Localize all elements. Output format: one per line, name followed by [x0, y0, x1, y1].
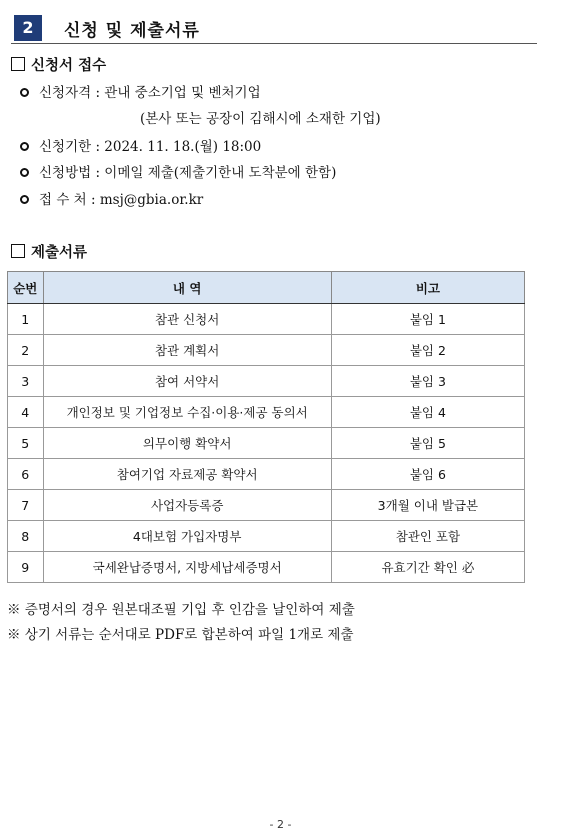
table-row — [8, 335, 525, 366]
circle-bullet-icon — [20, 195, 29, 204]
checkbox-square-icon — [11, 244, 25, 258]
row-no: 7 — [8, 490, 44, 521]
row-item: 사업자등록증 — [43, 490, 331, 521]
application-heading — [11, 54, 106, 75]
circle-bullet-icon — [20, 142, 29, 151]
row-note: 3개월 이내 발급본 — [331, 490, 524, 521]
row-item: 4대보험 가입자명부 — [43, 521, 331, 552]
row-item: 의무이행 확약서 — [43, 428, 331, 459]
row-item: 참여기업 자료제공 확약서 — [43, 459, 331, 490]
row-no: 6 — [8, 459, 44, 490]
circle-bullet-icon — [20, 88, 29, 97]
note-certificate: ※ 증명서의 경우 원본대조필 기입 후 인감을 날인하여 제출 — [7, 602, 355, 618]
application-item-qualification — [20, 81, 261, 101]
row-item: 참여 서약서 — [43, 366, 331, 397]
row-note: 붙임 2 — [331, 335, 524, 366]
section-number-badge: 2 — [14, 15, 42, 41]
page-number: - 2 - — [269, 818, 292, 831]
table-row — [8, 552, 525, 583]
row-no: 5 — [8, 428, 44, 459]
application-item-text: 신청자격 : 관내 중소기업 및 벤처기업 — [39, 85, 261, 101]
row-no: 8 — [8, 521, 44, 552]
column-header-note: 비고 — [331, 272, 524, 304]
application-item-contact — [20, 188, 203, 208]
note-merge-pdf: ※ 상기 서류는 순서대로 PDF로 합본하여 파일 1개로 제출 — [7, 627, 354, 643]
table-row — [8, 304, 525, 335]
column-header-no: 순번 — [8, 272, 44, 304]
application-item-text: 신청방법 : 이메일 제출(제출기한내 도착분에 한함) — [39, 165, 337, 181]
section-title: 신청 및 제출서류 — [64, 21, 200, 41]
row-item: 국세완납증명서, 지방세납세증명서 — [43, 552, 331, 583]
row-item: 참관 신청서 — [43, 304, 331, 335]
table-header-row — [8, 272, 525, 304]
row-note: 유효기간 확인 必 — [331, 552, 524, 583]
application-item-method — [20, 161, 336, 181]
row-note: 붙임 4 — [331, 397, 524, 428]
qualification-note: (본사 또는 공장이 김해시에 소재한 기업) — [140, 111, 381, 127]
table-row — [8, 366, 525, 397]
documents-heading-label: 제출서류 — [31, 245, 88, 261]
row-no: 1 — [8, 304, 44, 335]
table-row — [8, 490, 525, 521]
row-note: 참관인 포함 — [331, 521, 524, 552]
table-row — [8, 521, 525, 552]
row-item: 참관 계획서 — [43, 335, 331, 366]
circle-bullet-icon — [20, 168, 29, 177]
application-item-text: 신청기한 : 2024. 11. 18.(월) 18:00 — [39, 139, 262, 155]
row-no: 9 — [8, 552, 44, 583]
row-no: 4 — [8, 397, 44, 428]
documents-heading — [11, 241, 87, 262]
row-item: 개인정보 및 기업정보 수집·이용·제공 동의서 — [43, 397, 331, 428]
application-heading-label: 신청서 접수 — [31, 58, 107, 74]
section-divider — [11, 43, 537, 44]
table-row — [8, 428, 525, 459]
documents-table — [7, 271, 525, 583]
application-item-deadline — [20, 135, 261, 155]
row-note: 붙임 6 — [331, 459, 524, 490]
checkbox-square-icon — [11, 57, 25, 71]
table-row — [8, 459, 525, 490]
section-header — [11, 13, 537, 45]
row-no: 3 — [8, 366, 44, 397]
application-item-text: 접 수 처 : msj@gbia.or.kr — [39, 192, 204, 208]
table-row — [8, 397, 525, 428]
row-note: 붙임 3 — [331, 366, 524, 397]
row-note: 붙임 5 — [331, 428, 524, 459]
column-header-item: 내 역 — [43, 272, 331, 304]
row-no: 2 — [8, 335, 44, 366]
row-note: 붙임 1 — [331, 304, 524, 335]
